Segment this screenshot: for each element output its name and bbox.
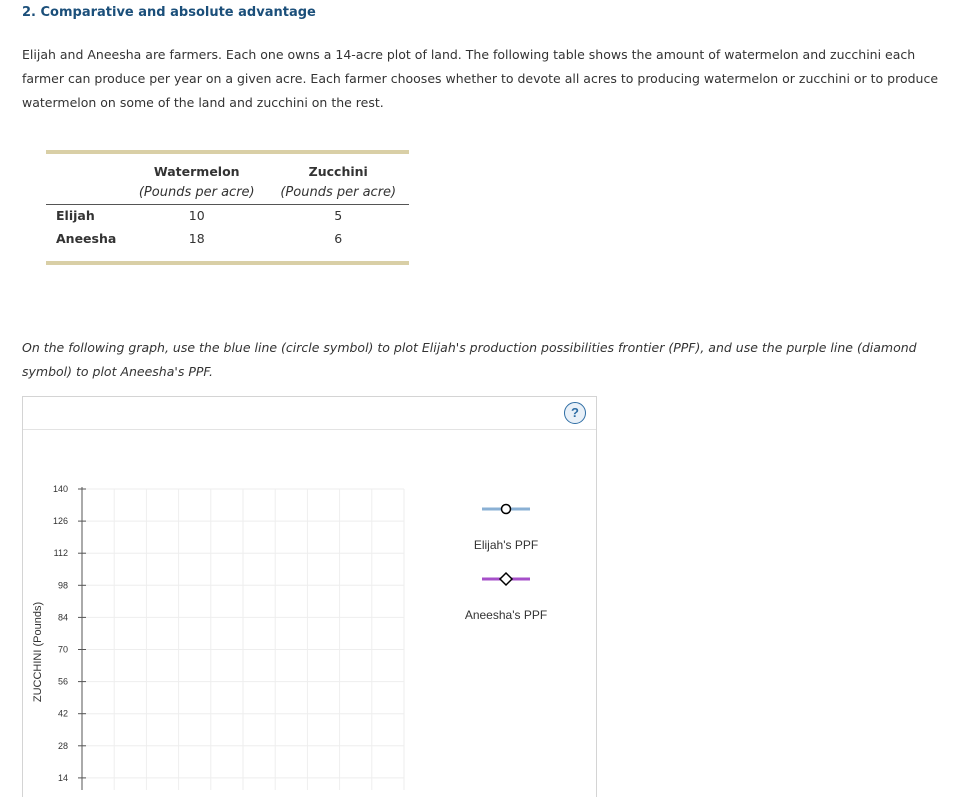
y-tick-label: 98 [57, 580, 68, 591]
circle-icon[interactable] [502, 505, 511, 514]
y-tick-label: 126 [52, 516, 68, 527]
y-tick-label: 70 [57, 644, 68, 655]
col-header-watermelon: Watermelon [153, 164, 240, 179]
y-tick-label: 84 [57, 612, 68, 623]
y-tick-label: 140 [52, 484, 68, 494]
question-paragraph: Elijah and Aneesha are farmers. Each one owns a 14-acre plot of land. The following table shows the amount of watermelon and zucchini each farmer can produce per year on a given acre. Each farmer chooses whether to devote all acres to producing watermelon or zucchini or to produce watermelon on some of the land and zucchini on the rest. [22, 47, 939, 110]
chart-axes [53, 484, 86, 790]
chart-grid [82, 489, 404, 790]
cell-aneesha-watermelon: 18 [188, 231, 205, 246]
y-tick-label: 112 [53, 548, 68, 559]
question-title: 2. Comparative and absolute advantage [22, 5, 316, 20]
legend-aneesha-label: Aneesha's PPF [464, 608, 548, 622]
cell-aneesha-zucchini: 6 [334, 231, 343, 246]
y-tick-label: 28 [57, 740, 68, 751]
cell-elijah-watermelon: 10 [188, 208, 205, 223]
col-header-zucchini: Zucchini [308, 164, 368, 179]
legend-elijah-tool[interactable] [482, 505, 530, 514]
row-name-elijah: Elijah [56, 208, 95, 223]
y-tick-label: 42 [57, 708, 68, 719]
row-name-aneesha: Aneesha [56, 231, 117, 246]
graph-instructions: On the following graph, use the blue line (circle symbol) to plot Elijah's production possibilities frontier (PPF), and use the purple line (diamond symbol) to plot Aneesha's PPF. [22, 340, 917, 379]
legend-elijah-label: Elijah's PPF [473, 538, 539, 552]
col-unit-zucchini: (Pounds per acre) [268, 179, 410, 205]
cell-elijah-zucchini: 5 [334, 208, 343, 223]
y-tick-label: 56 [57, 676, 68, 687]
y-tick-label: 14 [57, 772, 68, 783]
y-axis-label: ZUCCHINI (Pounds) [32, 601, 44, 703]
col-unit-watermelon: (Pounds per acre) [126, 179, 268, 205]
diamond-icon[interactable] [500, 573, 512, 585]
help-button[interactable]: ? [564, 402, 586, 424]
legend-aneesha-tool[interactable] [482, 573, 530, 585]
